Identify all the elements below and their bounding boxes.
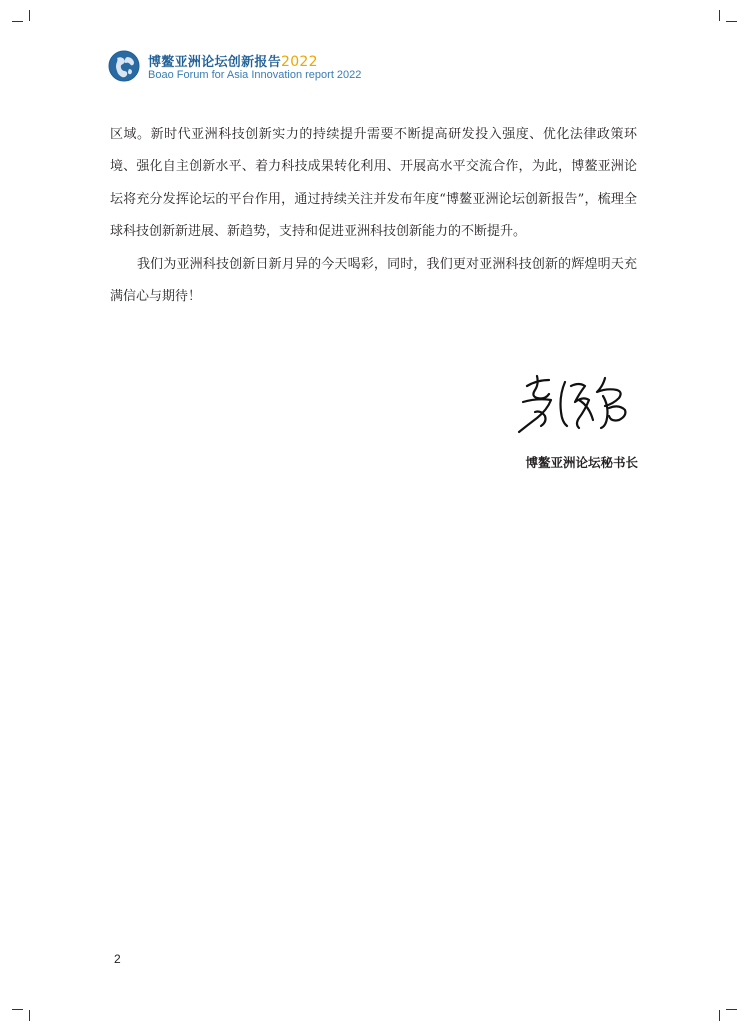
paragraph: 我们为亚洲科技创新日新月异的今天喝彩，同时，我们更对亚洲科技创新的辉煌明天充满信心与期待！ [110,256,637,305]
handwritten-signature [513,372,637,438]
crop-mark-bottom-left-v [29,1010,30,1021]
header-year: 2022 [281,54,318,70]
crop-mark-top-left-v [29,10,30,21]
header-title: 博鳌亚洲论坛创新报告2022 [148,54,318,70]
header-subtitle: Boao Forum for Asia Innovation report 2022 [148,69,362,81]
report-header [108,50,408,86]
crop-mark-bottom-right-v [719,1010,720,1021]
crop-mark-bottom-left-h [12,1009,23,1010]
signatory-title: 博鳌亚洲论坛秘书长 [525,455,638,470]
paragraph: 区域。新时代亚洲科技创新实力的持续提升需要不断提高研发投入强度、优化法律政策环境、强化自主创新水平、着力科技成果转化利用、开展高水平交流合作，为此，博鳌亚洲论坛将充分发挥论坛的平台作用，通过持续关注并发布年度“博鳌亚洲论坛创新报告”，梳理全球科技创新新进展、新趋势，支持和促进亚洲科技创新能力的不断提升。 [110,127,637,240]
page-number: 2 [114,952,121,966]
crop-mark-top-right-v [719,10,720,21]
crop-mark-bottom-right-h [726,1009,737,1010]
crop-mark-top-right-h [726,21,737,22]
globe-logo-icon [108,50,140,82]
crop-mark-top-left-h [12,21,23,22]
body-text [110,119,637,313]
